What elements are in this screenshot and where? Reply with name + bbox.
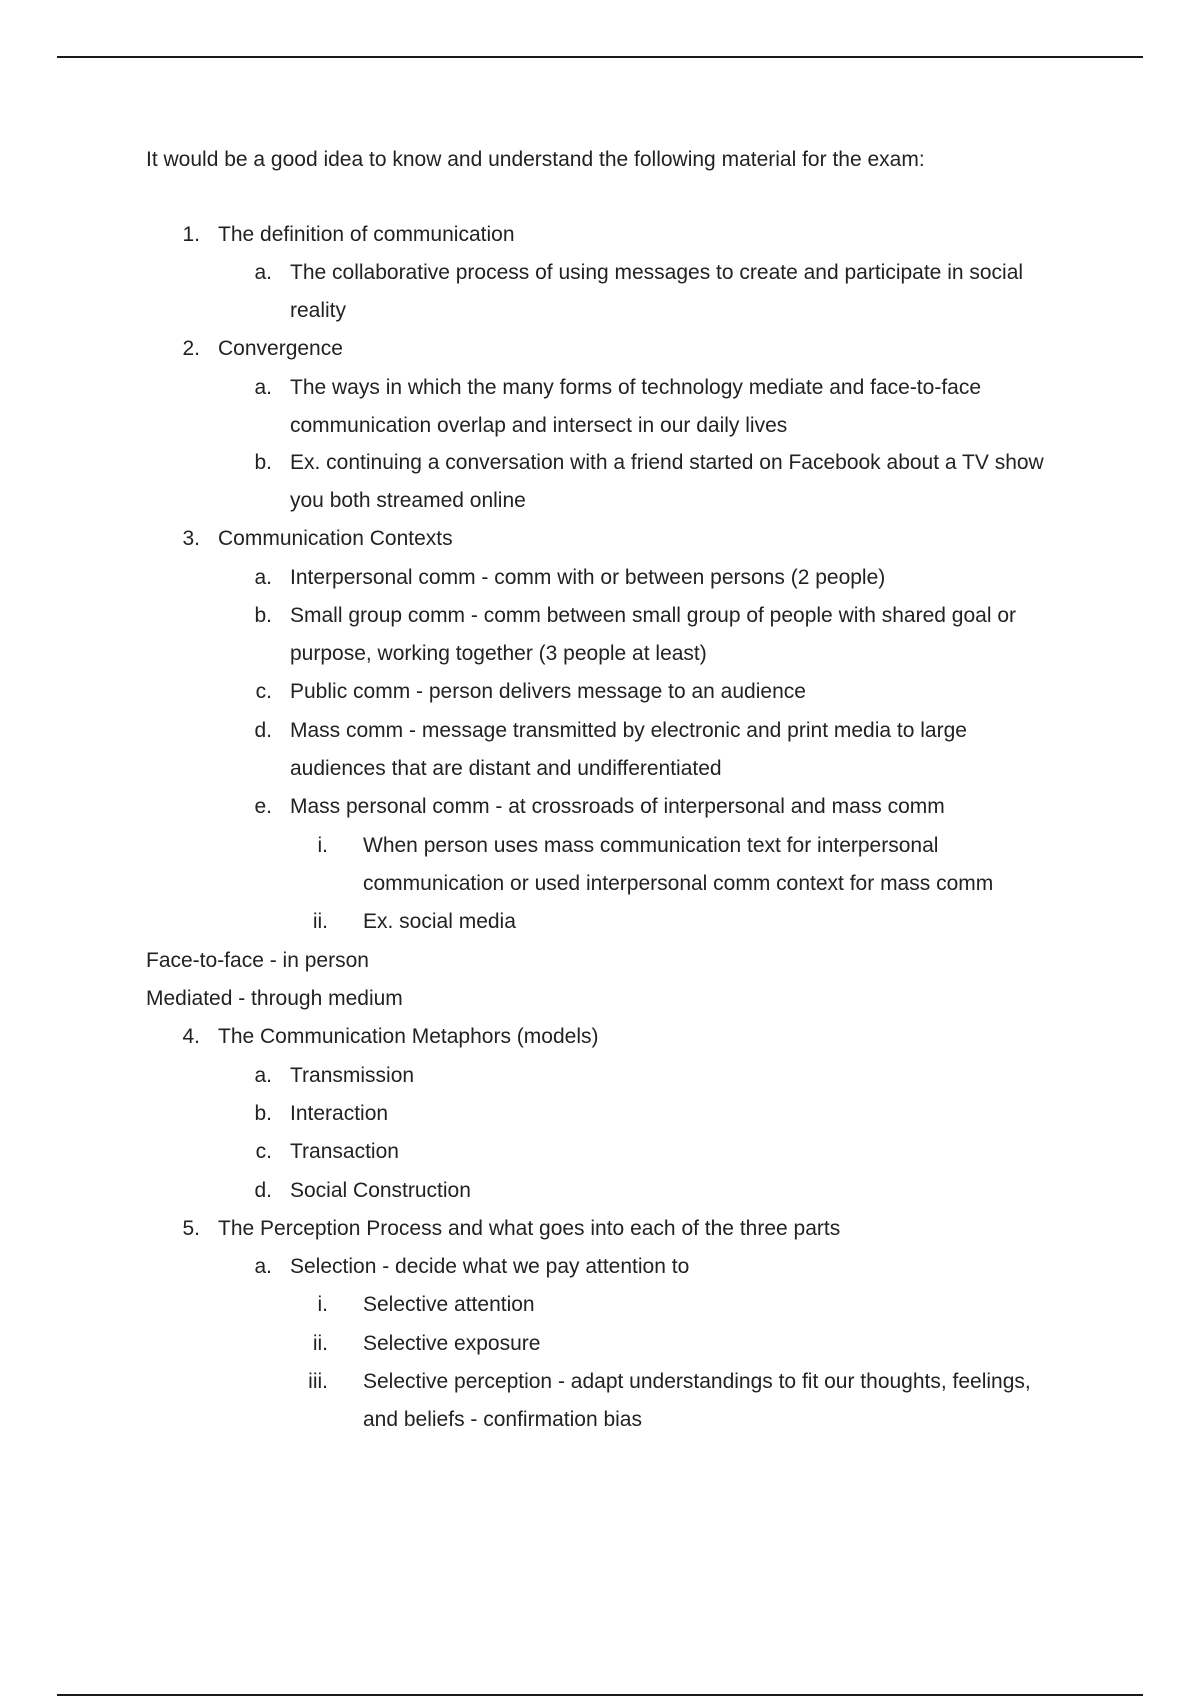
list-marker: a.	[254, 566, 272, 589]
bottom-rule	[57, 1694, 1143, 1696]
list-text: Small group comm - comm between small group of people with shared goal or	[290, 604, 1017, 627]
list-text: and beliefs - confirmation bias	[363, 1408, 642, 1431]
list-marker: 1.	[182, 223, 200, 246]
list-marker: 3.	[182, 527, 200, 550]
list-marker: a.	[254, 1255, 272, 1278]
list-text: The ways in which the many forms of technology mediate and face-to-face	[290, 376, 982, 399]
list-marker: ii.	[312, 1332, 328, 1355]
top-rule	[57, 56, 1143, 58]
list-text: Public comm - person delivers message to an audience	[290, 680, 806, 703]
list-text: Transaction	[290, 1140, 399, 1163]
list-text: communication or used interpersonal comm context for mass comm	[363, 872, 994, 895]
list-marker: ii.	[312, 910, 328, 933]
list-text: purpose, working together (3 people at least)	[290, 642, 707, 665]
list-marker: i.	[317, 834, 328, 857]
list-text: Mass personal comm - at crossroads of interpersonal and mass comm	[290, 795, 945, 818]
list-text: Social Construction	[290, 1179, 471, 1202]
list-text: Selective perception - adapt understandings to fit our thoughts, feelings,	[363, 1370, 1031, 1393]
list-text: Communication Contexts	[218, 527, 453, 550]
list-text: The collaborative process of using messages to create and participate in social	[290, 261, 1024, 284]
list-text: reality	[290, 299, 347, 322]
intro-paragraph: It would be a good idea to know and understand the following material for the exam:	[146, 148, 925, 171]
list-text: Selective attention	[363, 1293, 535, 1316]
list-text: When person uses mass communication text for interpersonal	[363, 834, 939, 857]
list-marker: a.	[254, 261, 272, 284]
list-text: Selection - decide what we pay attention to	[290, 1255, 690, 1278]
list-text: communication overlap and intersect in our daily lives	[290, 414, 788, 437]
list-text: Mass comm - message transmitted by electronic and print media to large	[290, 719, 967, 742]
list-text: Transmission	[290, 1064, 415, 1087]
list-text: Selective exposure	[363, 1332, 541, 1355]
list-marker: b.	[254, 451, 272, 474]
list-marker: i.	[317, 1293, 328, 1316]
list-text: Interaction	[290, 1102, 389, 1125]
note-mediated: Mediated - through medium	[146, 987, 403, 1010]
list-marker: b.	[254, 604, 272, 627]
list-marker: c.	[255, 680, 272, 703]
list-marker: 4.	[182, 1025, 200, 1048]
list-marker: e.	[254, 795, 272, 818]
list-marker: 2.	[182, 337, 200, 360]
list-marker: d.	[254, 719, 272, 742]
list-marker: c.	[255, 1140, 272, 1163]
note-face-to-face: Face-to-face - in person	[146, 949, 369, 972]
list-text: Convergence	[218, 337, 343, 360]
list-marker: 5.	[182, 1217, 200, 1240]
list-text: Ex. continuing a conversation with a friend started on Facebook about a TV show	[290, 451, 1044, 474]
list-text: audiences that are distant and undifferentiated	[290, 757, 722, 780]
list-text: Interpersonal comm - comm with or between persons (2 people)	[290, 566, 886, 589]
list-text: you both streamed online	[290, 489, 526, 512]
list-text: The Communication Metaphors (models)	[218, 1025, 599, 1048]
list-marker: a.	[254, 376, 272, 399]
list-marker: d.	[254, 1179, 272, 1202]
list-text: The definition of communication	[218, 223, 515, 246]
list-text: Ex. social media	[363, 910, 516, 933]
list-marker: a.	[254, 1064, 272, 1087]
list-text: The Perception Process and what goes into each of the three parts	[218, 1217, 841, 1240]
list-marker: b.	[254, 1102, 272, 1125]
list-marker: iii.	[308, 1370, 328, 1393]
